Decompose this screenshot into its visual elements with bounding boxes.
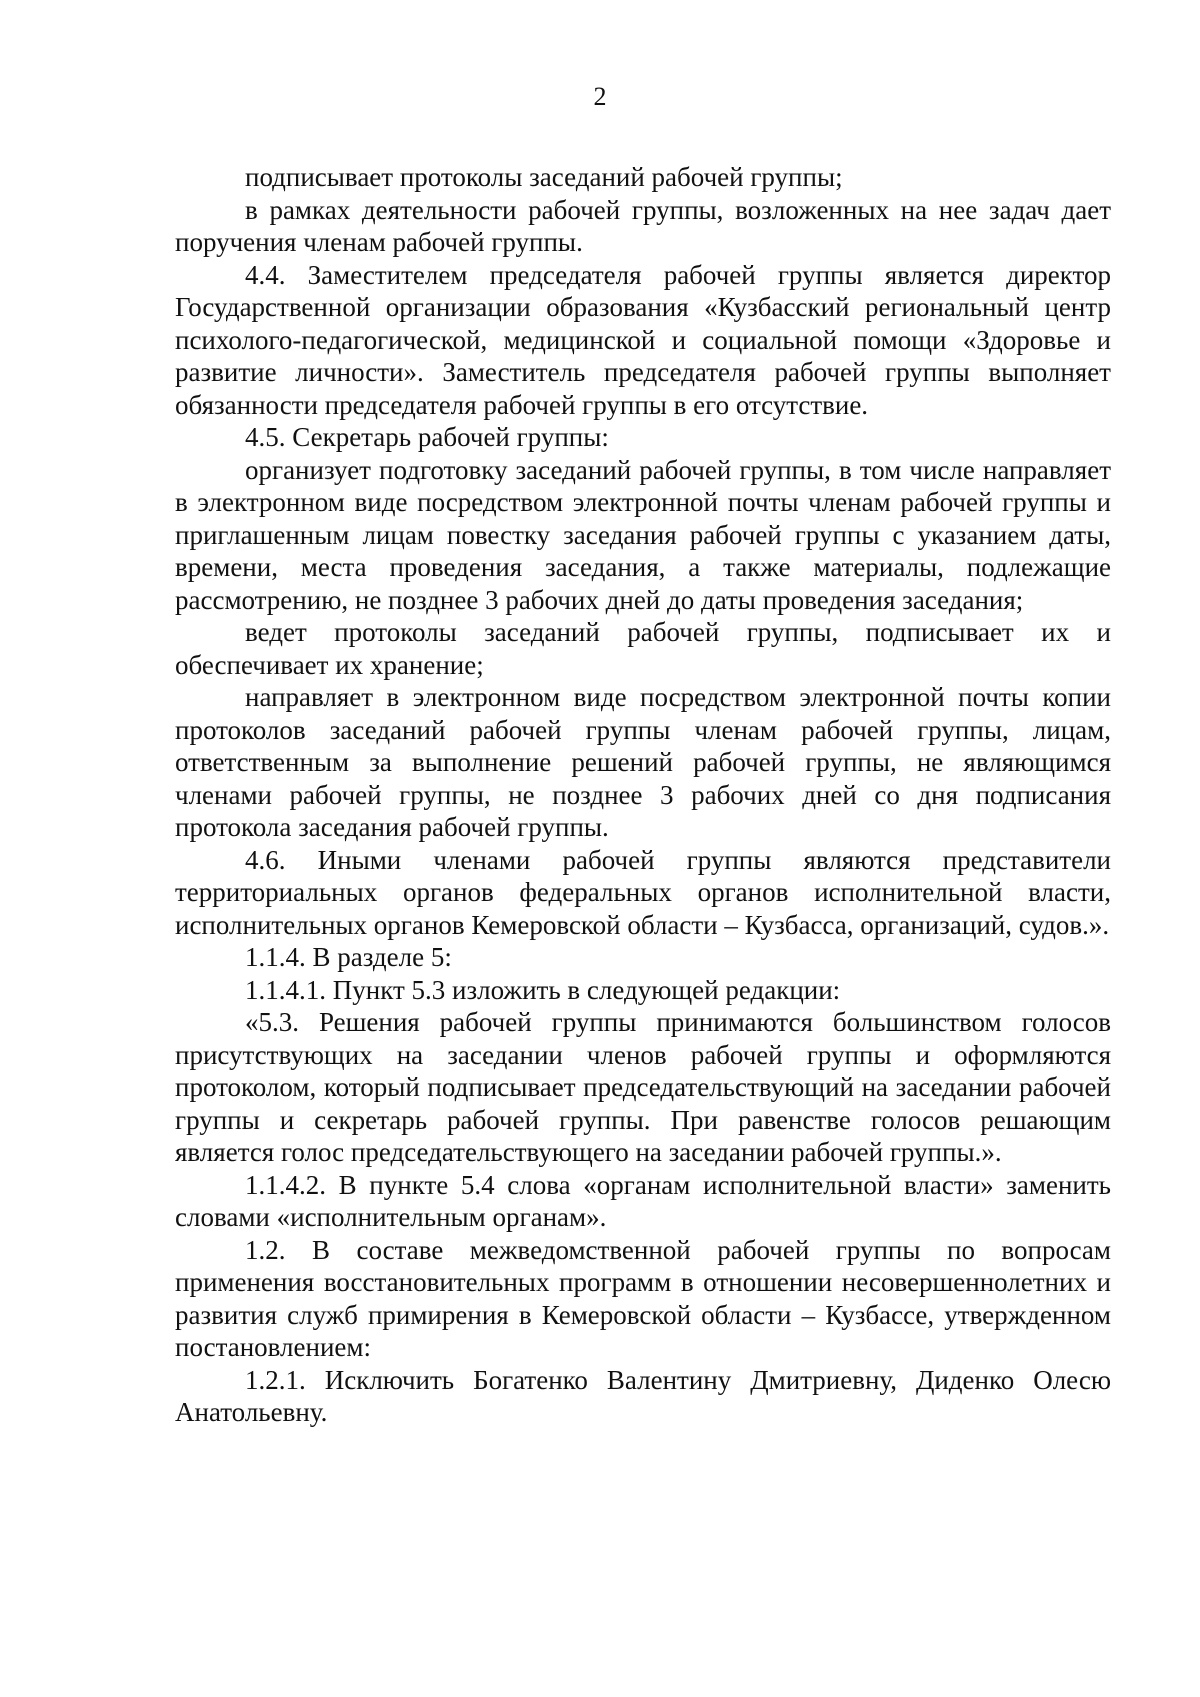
paragraph-keeps-protocols: ведет протоколы заседаний рабочей группы, подписывает их и обеспечивает их хранение; [175,617,1111,680]
paragraph-gives-instructions: в рамках деятельности рабочей группы, возложенных на нее задач дает поручения членам рабочей группы. [175,194,1111,257]
paragraph-1-1-4-2: 1.1.4.2. В пункте 5.4 слова «органам исполнительной власти» заменить словами «исполнительным органам». [175,1169,1111,1232]
document-body [175,161,1111,1429]
paragraph-4-4-deputy-chair: 4.4. Заместителем председателя рабочей группы является директор Государственной организации образования «Кузбасский региональный центр психолого-педагогической, медицинской и социальной помощи «Здоровье и развитие личности». Заместитель председателя рабочей группы выполняет обязанности председателя рабочей группы в его отсутствие. [175,259,1111,420]
page-number: 2 [593,82,607,111]
paragraph-1-1-4-1: 1.1.4.1. Пункт 5.3 изложить в следующей редакции: [245,974,841,1005]
paragraph-5-3-decisions: «5.3. Решения рабочей группы принимаются большинством голосов присутствующих на заседании членов рабочей группы и оформляются протоколом, который подписывает председательствующий на заседании рабочей группы и секретарь рабочей группы. При равенстве голосов решающим является голос председательствующего на заседании рабочей группы.». [175,1007,1111,1167]
paragraph-1-2-composition: 1.2. В составе межведомственной рабочей группы по вопросам применения восстановительных программ в отношении несовершеннолетних и развития служб примирения в Кемеровской области – Кузбассе, утвержденном постановлением: [175,1234,1111,1362]
paragraph-4-6-other-members: 4.6. Иными членами рабочей группы являются представители территориальных органов федеральных органов исполнительной власти, исполнительных органов Кемеровской области – Кузбасса, организаций, судов.». [175,844,1111,940]
paragraph-organizes-meetings: организует подготовку заседаний рабочей группы, в том числе направляет в электронном виде посредством электронной почты членам рабочей группы и приглашенным лицам повестку заседания рабочей группы с указанием даты, времени, места проведения заседания, а также материалы, подлежащие рассмотрению, не позднее 3 рабочих дней до даты проведения заседания; [175,454,1111,615]
paragraph-signs-protocols: подписывает протоколы заседаний рабочей группы; [245,162,843,192]
paragraph-4-5-secretary: 4.5. Секретарь рабочей группы: [245,422,609,452]
paragraph-sends-protocol-copies: направляет в электронном виде посредством электронной почты копии протоколов заседаний рабочей группы членам рабочей группы, лицам, ответственным за выполнение решений рабочей группы, не являющимся членами рабочей группы, не позднее 3 рабочих дней со дня подписания протокола заседания рабочей группы. [175,682,1111,842]
paragraph-1-2-1-exclude: 1.2.1. Исключить Богатенко Валентину Дмитриевну, Диденко Олесю Анатольевну. [175,1364,1111,1427]
paragraph-1-1-4-section-5: 1.1.4. В разделе 5: [245,942,452,972]
